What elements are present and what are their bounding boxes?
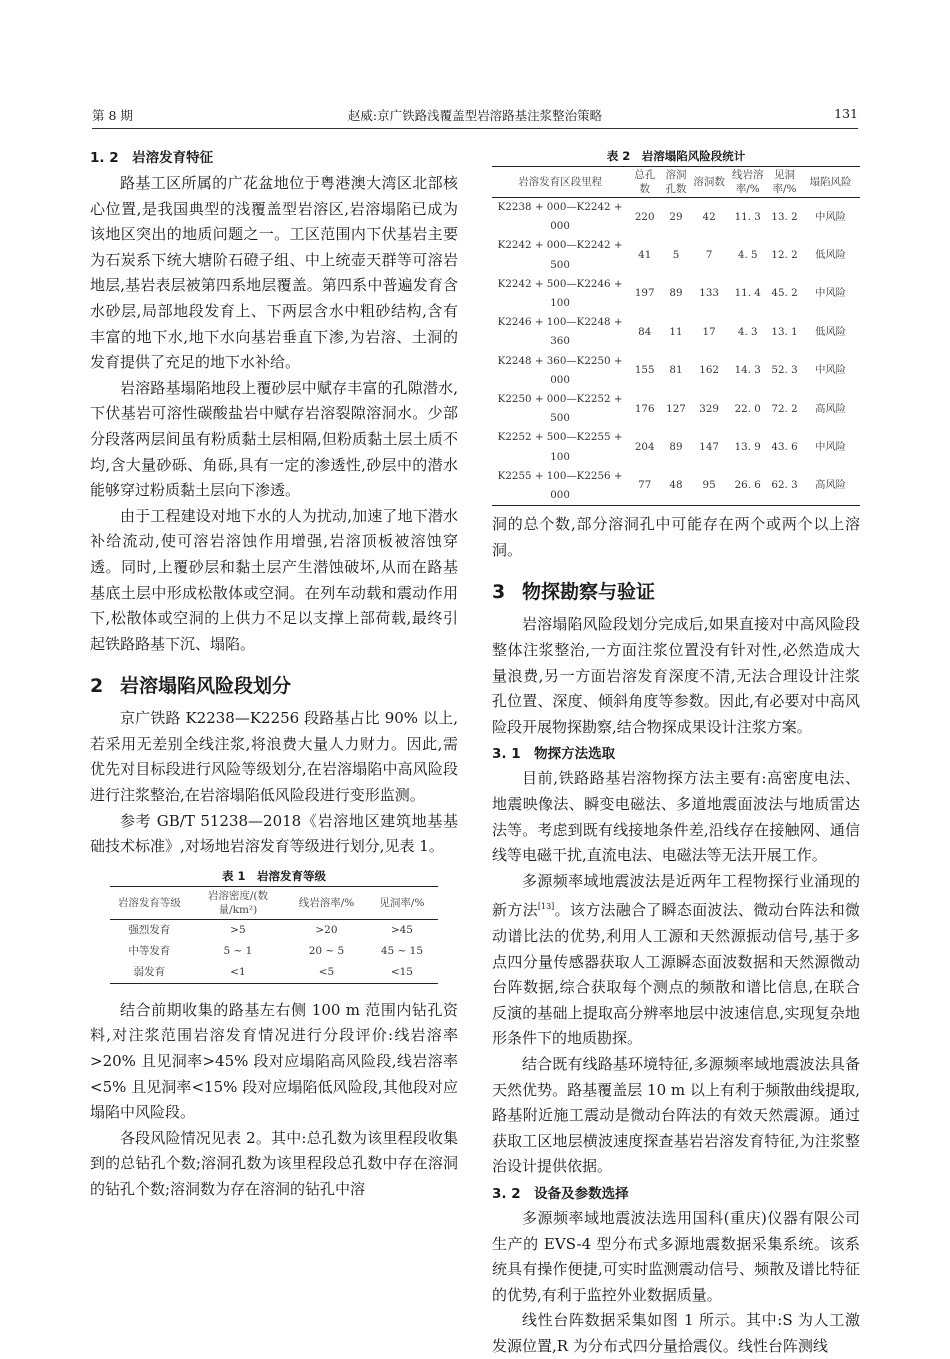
- table-cell: 127: [666, 402, 686, 415]
- table-cell: 43. 6: [771, 441, 798, 454]
- paragraph: 路基工区所属的广花盆地位于粤港澳大湾区北部核心位置,是我国典型的浅覆盖型岩溶区,岩溶塌陷已成为该地区突出的地质问题之一。工区范围内下伏基岩主要为石炭系下统大塘阶石磴子组、中上统壶天群等可溶岩地层,基岩表层被第四系地层覆盖。第四系中普遍发育含水砂层,局部地段发育上、下两层含水中粗砂结构,含有丰富的地下水,地下水向基岩垂直下渗,为岩溶、土洞的发育提供了充足的地下水补给。: [90, 174, 458, 372]
- section-2-heading: 2 岩溶塌陷风险段划分: [90, 675, 292, 698]
- table-header: 塌陷风险: [801, 167, 860, 198]
- table-cell: 低风险: [815, 249, 846, 261]
- table-cell: 11. 4: [734, 287, 761, 300]
- table-header: 总孔数: [628, 167, 661, 198]
- citation: [13]: [537, 902, 555, 912]
- table-cell: 17: [702, 325, 716, 338]
- table-row: [492, 352, 860, 390]
- paragraph: 多源频率域地震波法是近两年工程物探行业涌现的新方法[13]。该方法融合了瞬态面波法、微动台阵法和微动谱比法的优势,利用人工源和天然源振动信号,基于多点四分量传感器获取人工源瞬态面波数据和天然源微动台阵数据,综合获取每个测点的频散和谱比信息,在联合反演的基础上提取高分辨率地层中波速信息,实现复杂地形条件下的地质勘探。: [492, 871, 860, 1048]
- table-cell: 强烈发育: [128, 923, 171, 936]
- table-cell: 13. 9: [734, 441, 761, 454]
- table-row: [492, 275, 860, 313]
- table-cell: 45 ~ 15: [380, 944, 424, 957]
- paragraph: 参考 GB/T 51238—2018《岩溶地区建筑地基基础技术标准》,对场地岩溶发育等级进行划分,见表 1。: [90, 811, 458, 856]
- table-cell: 11: [669, 325, 683, 338]
- table-cell: 4. 5: [737, 249, 758, 261]
- table-cell: 7: [705, 249, 713, 261]
- table-cell: 中风险: [815, 441, 846, 454]
- table-cell: 204: [634, 441, 655, 454]
- table-cell: 弱发育: [110, 962, 189, 984]
- table-cell: 84: [638, 325, 652, 338]
- table-row: [492, 236, 860, 274]
- table-row: [492, 467, 860, 506]
- table-header: 岩溶发育区段里程: [492, 167, 628, 198]
- paragraph: 结合前期收集的路基左右侧 100 m 范围内钻孔资料,对注浆范围岩溶发育情况进行分段评价:线岩溶率>20% 且见洞率>45% 段对应塌陷高风险段,线岩溶率<5% 且见洞率<15% 段对应塌陷低风险段,其他段对应塌陷中风险段。: [90, 1000, 458, 1122]
- table-2: [492, 146, 860, 506]
- paragraph: 多源频率域地震波法选用国科(重庆)仪器有限公司生产的 EVS-4 型分布式多源地震数据采集系统。该系统具有操作便捷,可实时监测震动信号、频散及谱比特征的优势,有利于监控外业数据质量。: [492, 1208, 860, 1304]
- table-cell: 133: [699, 287, 719, 300]
- table-1: [110, 866, 438, 984]
- table-cell: 77: [628, 467, 661, 506]
- table-cell: 89: [669, 287, 683, 300]
- table-cell: <15: [366, 962, 438, 984]
- table-cell: K2255 + 100—K2256 + 000: [492, 467, 628, 506]
- table-header: 线岩溶率/%: [728, 167, 768, 198]
- table-header: 岩溶密度/(数量/km²): [189, 886, 287, 919]
- table-cell: 62. 3: [768, 467, 801, 506]
- table-cell: 中风险: [815, 287, 846, 300]
- section-3-1-heading: 3. 1 物探方法选取: [492, 746, 616, 763]
- table-cell: 147: [699, 441, 719, 454]
- table-cell: 26. 6: [728, 467, 768, 506]
- issue-number: 第 8 期: [92, 108, 133, 123]
- page-number: 131: [834, 106, 858, 121]
- table-cell: 中风险: [815, 364, 846, 377]
- table-cell: 低风险: [815, 325, 846, 338]
- running-title: 赵威:京广铁路浅覆盖型岩溶路基注浆整治策略: [347, 108, 603, 123]
- table-cell: 中风险: [815, 210, 846, 223]
- table-cell: 29: [669, 210, 683, 223]
- table-cell: 42: [702, 210, 716, 223]
- table-row: [492, 198, 860, 237]
- table-header: 见洞率/%: [366, 886, 438, 919]
- table-cell: 81: [669, 364, 683, 377]
- table-cell: >5: [230, 923, 246, 936]
- paragraph: 京广铁路 K2238—K2256 段路基占比 90% 以上,若采用无差别全线注浆,将浪费大量人力财力。因此,需优先对目标段进行风险等级划分,在岩溶塌陷中高风险段进行注浆整治,在岩溶塌陷低风险段进行变形监测。: [90, 709, 458, 805]
- table-row: [110, 941, 438, 962]
- table-cell: 162: [699, 364, 719, 377]
- table-cell: 48: [661, 467, 690, 506]
- paragraph: 结合既有线路基环境特征,多源频率域地震波法具备天然优势。路基覆盖层 10 m 以上有利于频散曲线提取,路基附近施工震动是微动台阵法的有效天然震源。通过获取工区地层横波速度探查基岩岩溶发育特征,为注浆整治设计提供依据。: [492, 1054, 860, 1176]
- table-row: [492, 313, 860, 351]
- table-cell: K2242 + 500—K2246 + 100: [497, 277, 623, 310]
- paragraph: 各段风险情况见表 2。其中:总孔数为该里程段收集到的总钻孔个数;溶洞孔数为该里程段总孔数中存在溶洞的钻孔个数;溶洞数为存在溶洞的钻孔中溶: [90, 1128, 458, 1198]
- paragraph: 洞的总个数,部分溶洞孔中可能存在两个或两个以上溶洞。: [492, 515, 860, 559]
- section-3-heading: 3 物探勘察与验证: [492, 581, 656, 604]
- table-1-grid: [110, 886, 438, 984]
- section-3-2-heading: 3. 2 设备及参数选择: [492, 1185, 629, 1202]
- table-cell: K2246 + 100—K2248 + 360: [497, 316, 623, 348]
- table-cell: 329: [699, 402, 719, 415]
- table-cell: 89: [669, 441, 683, 454]
- table-cell: <1: [189, 962, 287, 984]
- paragraph: 目前,铁路路基岩溶物探方法主要有:高密度电法、地震映像法、瞬变电磁法、多道地震面波法与地质雷达法等。考虑到既有线接地条件差,沿线存在接触网、通信线等电磁干扰,直流电法、电磁法等无法开展工作。: [492, 769, 860, 865]
- table-cell: 5: [672, 249, 680, 261]
- table-cell: 高风险: [801, 467, 860, 506]
- table-cell: 72. 2: [771, 402, 798, 415]
- table-cell: K2252 + 500—K2255 + 100: [497, 431, 623, 463]
- table-1-caption: 表 1 岩溶发育等级: [221, 868, 326, 883]
- table-row: [110, 962, 438, 984]
- table-row: [110, 919, 438, 941]
- table-cell: 5 ~ 1: [223, 944, 253, 957]
- table-cell: 45. 2: [771, 287, 798, 300]
- table-cell: K2248 + 360—K2250 + 000: [497, 354, 623, 386]
- table-cell: 22. 0: [734, 402, 761, 415]
- table-row: [492, 390, 860, 428]
- paragraph: 线性台阵数据采集如图 1 所示。其中:S 为人工激发源位置,R 为分布式四分量拾震仪。线性台阵测线: [492, 1311, 860, 1355]
- table-cell: >45: [390, 923, 413, 936]
- right-column: [492, 146, 860, 1359]
- table-cell: 155: [634, 364, 655, 377]
- table-cell: 13. 1: [771, 325, 798, 338]
- table-row: [492, 428, 860, 466]
- table-header: 线岩溶率/%: [287, 886, 366, 919]
- table-2-grid: [492, 166, 860, 506]
- paragraph: 由于工程建设对地下水的人为扰动,加速了地下潜水补给流动,使可溶岩溶蚀作用增强,岩溶顶板被溶蚀穿透。同时,上覆砂层和黏土层产生潜蚀破坏,从而在路基基底土层中形成松散体或空洞。在列车动载和震动作用下,松散体或空洞的上供力不足以支撑上部荷载,最终引起铁路路基下沉、塌陷。: [90, 506, 458, 653]
- table-cell: 220: [634, 210, 655, 223]
- table-cell: 高风险: [815, 402, 846, 415]
- table-cell: 176: [634, 402, 655, 415]
- table-2-caption: 表 2 岩溶塌陷风险段统计: [606, 149, 746, 163]
- table-cell: 14. 3: [734, 364, 761, 377]
- table-cell: 中等发育: [128, 944, 171, 957]
- table-cell: 12. 2: [771, 249, 798, 261]
- table-cell: 20 ~ 5: [308, 944, 345, 957]
- table-header: 岩溶发育等级: [110, 886, 189, 919]
- paragraph: 岩溶路基塌陷地段上覆砂层中赋存丰富的孔隙潜水,下伏基岩可溶性碳酸盐岩中赋存岩溶裂隙溶洞水。少部分段落两层间虽有粉质黏土层相隔,但粉质黏土层土质不均,含大量砂砾、角砾,具有一定的渗透性,砂层中的潜水能够穿过粉质黏土层向下渗透。: [90, 378, 458, 500]
- table-cell: <5: [287, 962, 366, 984]
- table-header: 溶洞孔数: [661, 167, 690, 198]
- table-cell: 11. 3: [734, 210, 761, 223]
- section-1-2-heading: 1. 2 岩溶发育特征: [90, 150, 214, 166]
- table-cell: 52. 3: [771, 364, 798, 377]
- left-column: [90, 146, 458, 1203]
- table-header: 溶洞数: [691, 167, 728, 198]
- header-rule: [92, 128, 858, 129]
- table-cell: K2250 + 000—K2252 + 500: [497, 393, 623, 425]
- paragraph: 岩溶塌陷风险段划分完成后,如果直接对中高风险段整体注浆整治,一方面注浆位置没有针对性,必然造成大量浪费,另一方面岩溶发育深度不清,无法合理设计注浆孔位置、深度、倾斜角度等参数。因此,有必要对中高风险段开展物探勘察,结合物探成果设计注浆方案。: [492, 615, 860, 736]
- table-cell: 197: [634, 287, 655, 300]
- table-cell: 95: [691, 467, 728, 506]
- table-cell: K2242 + 000—K2242 + 500: [497, 239, 623, 271]
- table-cell: 4. 3: [737, 325, 758, 338]
- table-cell: 41: [638, 249, 652, 261]
- table-header: 见洞率/%: [768, 167, 801, 198]
- table-cell: K2238 + 000—K2242 + 000: [497, 201, 623, 233]
- table-cell: >20: [315, 923, 338, 936]
- table-cell: 13. 2: [771, 210, 798, 223]
